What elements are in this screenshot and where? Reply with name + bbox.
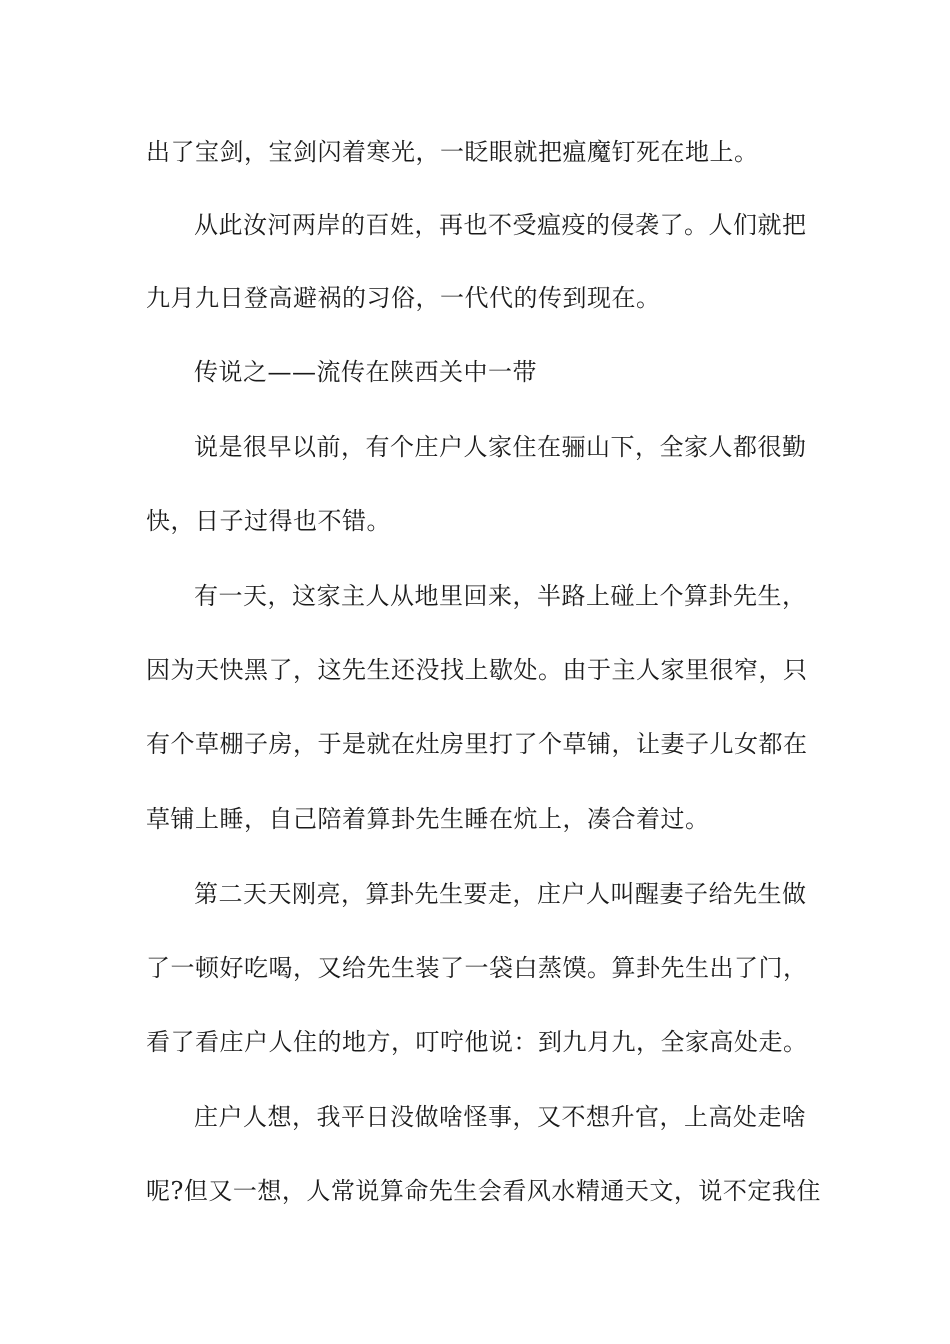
text-line-12: 了一顿好吃喝，又给先生装了一袋白蒸馍。算卦先生出了门， [146, 954, 808, 982]
text-line-14: 庄户人想，我平日没做啥怪事，又不想升官，上高处走啥 [194, 1103, 807, 1131]
text-line-5: 说是很早以前，有个庄户人家住在骊山下，全家人都很勤 [194, 433, 807, 461]
text-line-2: 从此汝河两岸的百姓，再也不受瘟疫的侵袭了。人们就把 [194, 211, 807, 239]
text-line-1: 出了宝剑，宝剑闪着寒光，一眨眼就把瘟魔钉死在地上。 [146, 138, 759, 166]
text-line-7: 有一天，这家主人从地里回来，半路上碰上个算卦先生， [194, 582, 807, 610]
section-heading: 传说之——流传在陕西关中一带 [194, 358, 537, 386]
text-line-11: 第二天天刚亮，算卦先生要走，庄户人叫醒妻子给先生做 [194, 880, 807, 908]
text-line-8: 因为天快黑了，这先生还没找上歇处。由于主人家里很窄，只 [146, 656, 808, 684]
text-line-15: 呢?但又一想，人常说算命先生会看风水精通天文，说不定我住 [146, 1177, 821, 1205]
text-line-9: 有个草棚子房，于是就在灶房里打了个草铺，让妻子儿女都在 [146, 730, 808, 758]
text-line-3: 九月九日登高避祸的习俗，一代代的传到现在。 [146, 284, 661, 312]
text-line-10: 草铺上睡，自己陪着算卦先生睡在炕上，凑合着过。 [146, 805, 710, 833]
text-line-13: 看了看庄户人住的地方，叮咛他说：到九月九，全家高处走。 [146, 1028, 808, 1056]
text-line-6: 快，日子过得也不错。 [146, 507, 391, 535]
